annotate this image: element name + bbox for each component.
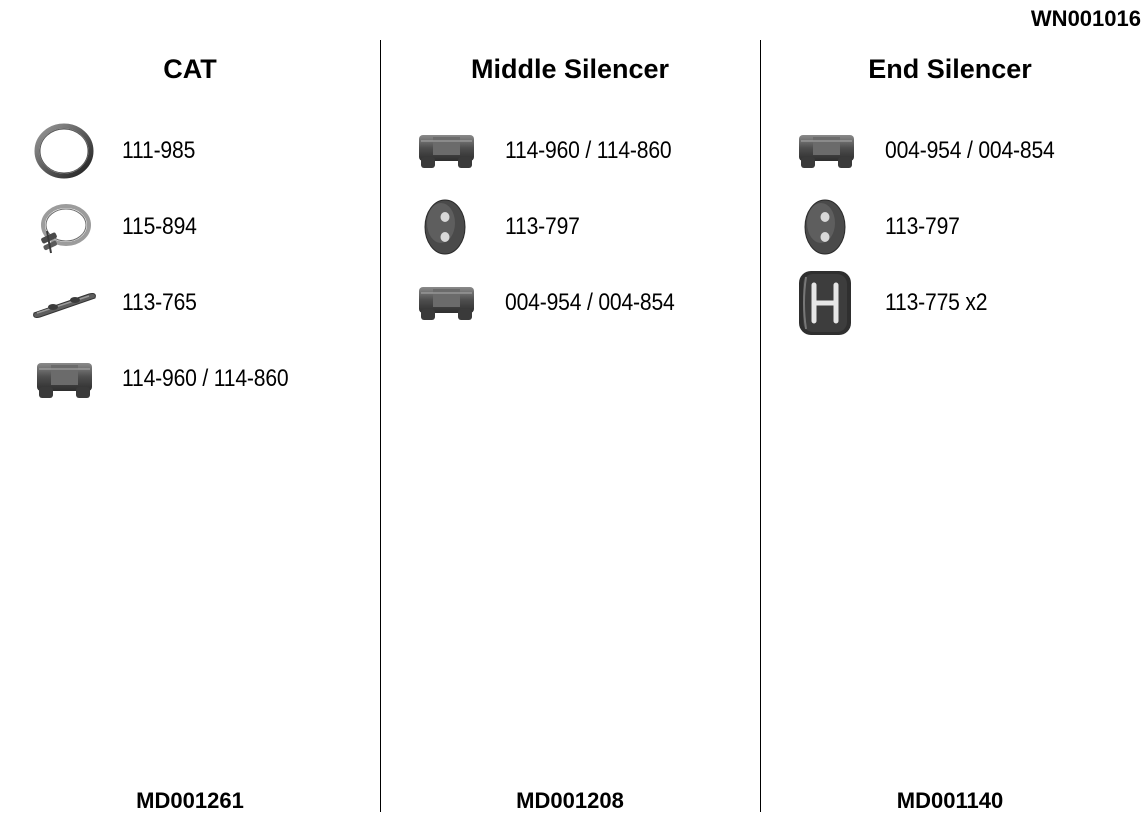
part-code: 111-985 <box>122 137 196 164</box>
rubber-mount-icon <box>414 197 480 257</box>
mounting-bracket-icon <box>31 273 97 333</box>
column-title: End Silencer <box>868 54 1032 84</box>
rubber-hanger-icon <box>414 273 480 333</box>
part-code: 004-954 / 004-854 <box>505 289 675 316</box>
pipe-clamp-icon <box>31 197 97 257</box>
column-title: CAT <box>163 54 217 84</box>
part-code: 004-954 / 004-854 <box>885 137 1055 164</box>
rubber-hanger-icon <box>794 121 860 181</box>
part-code: 113-775 x2 <box>885 289 988 316</box>
document-id: WN001016 <box>1030 6 1141 31</box>
rubber-hanger-icon <box>414 121 480 181</box>
part-code: 114-960 / 114-860 <box>505 137 672 164</box>
part-code: 113-765 <box>122 289 197 316</box>
column-footer: MD001261 <box>136 788 244 813</box>
column-title: Middle Silencer <box>470 54 670 84</box>
rubber-block-mount-icon <box>794 269 860 337</box>
column-end-silencer <box>760 0 1140 812</box>
part-code: 115-894 <box>122 213 197 240</box>
column-footer: MD001140 <box>896 788 1004 813</box>
part-code: 113-797 <box>505 213 580 240</box>
rubber-hanger-icon <box>31 349 97 409</box>
column-middle-silencer <box>380 0 760 812</box>
column-footer: MD001208 <box>516 788 624 813</box>
ring-gasket-icon <box>31 121 97 181</box>
part-code: 114-960 / 114-860 <box>122 365 289 392</box>
part-code: 113-797 <box>885 213 960 240</box>
column-cat <box>0 0 380 812</box>
rubber-mount-icon <box>794 197 860 257</box>
